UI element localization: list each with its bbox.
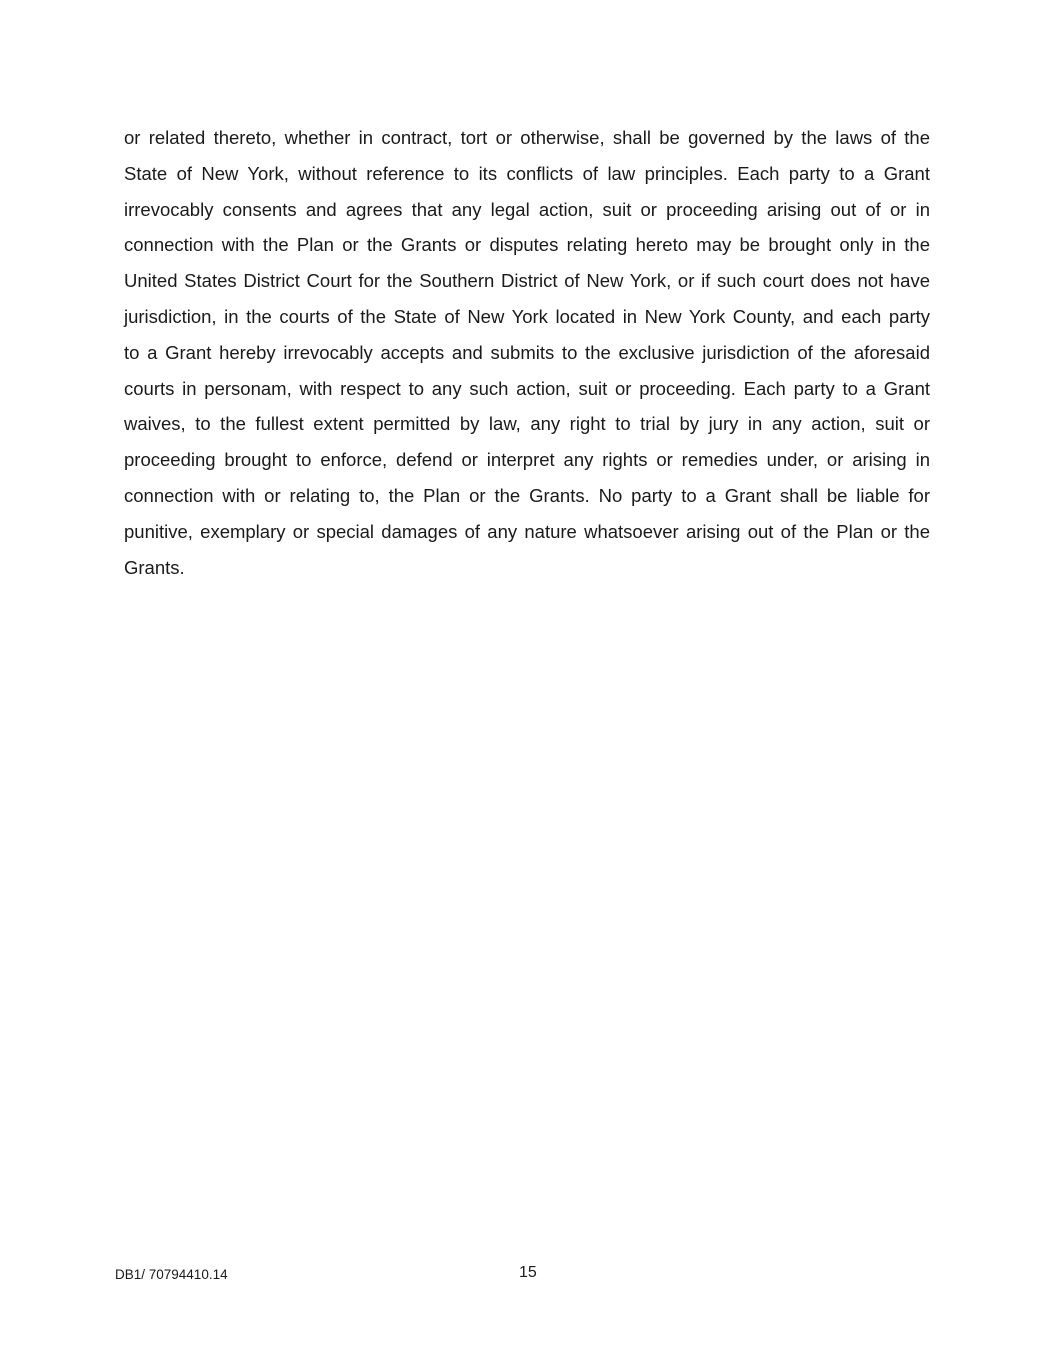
paragraph-line: courts in personam, with respect to any such action, suit or proceeding. Each party to a Grant (124, 377, 930, 399)
paragraph-line: irrevocably consents and agrees that any legal action, suit or proceeding arising out of or in (124, 198, 930, 220)
paragraph-line: punitive, exemplary or special damages of any nature whatsoever arising out of the Plan or the (124, 520, 930, 542)
paragraph-line: connection with the Plan or the Grants or disputes relating hereto may be brought only in the (124, 234, 930, 256)
paragraph-line: Grants. (124, 556, 185, 578)
paragraph-line: proceeding brought to enforce, defend or interpret any rights or remedies under, or arising in (124, 449, 930, 471)
paragraph-line: connection with or relating to, the Plan or the Grants. No party to a Grant shall be liable for (124, 484, 930, 506)
page-number: 15 (519, 1264, 537, 1281)
paragraph-line: waives, to the fullest extent permitted by law, any right to trial by jury in any action, suit or (124, 413, 930, 435)
paragraph-line: to a Grant hereby irrevocably accepts and submits to the exclusive jurisdiction of the aforesaid (124, 341, 930, 363)
footer-document-id: DB1/ 70794410.14 (115, 1267, 228, 1282)
body-paragraph (124, 120, 930, 585)
paragraph-line: or related thereto, whether in contract, tort or otherwise, shall be governed by the laws of the (124, 127, 930, 148)
paragraph-line: State of New York, without reference to its conflicts of law principles. Each party to a Grant (124, 162, 930, 184)
paragraph-line: jurisdiction, in the courts of the State of New York located in New York County, and each party (124, 305, 930, 327)
paragraph-line: United States District Court for the Southern District of New York, or if such court does not have (124, 270, 930, 292)
